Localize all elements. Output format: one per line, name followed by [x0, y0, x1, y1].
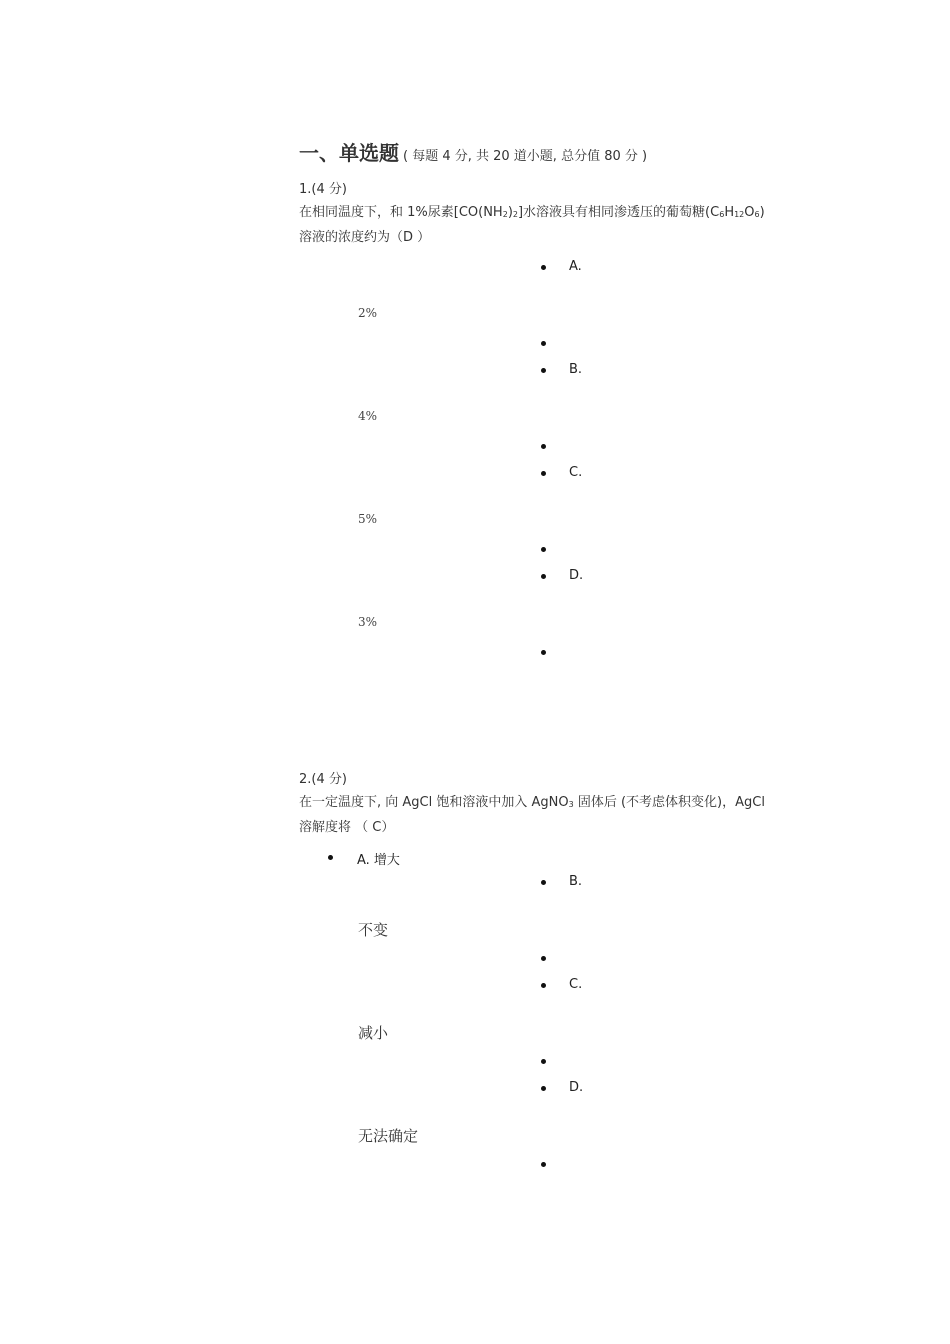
question-2-text-line-2: 溶解度将 （ C）: [299, 820, 395, 835]
section-note: ( 每题 4 分, 共 20 道小题, 总分值 80 分 ): [403, 149, 648, 164]
q1-option-a-value: 2%: [358, 306, 378, 320]
q2-option-a[interactable]: A. 增大: [357, 853, 400, 868]
bullet-icon: [541, 444, 546, 449]
question-2-header: 2.(4 分): [299, 772, 347, 787]
q2-option-d-letter[interactable]: D.: [569, 1080, 584, 1095]
bullet-icon: [541, 574, 546, 579]
bullet-icon: [541, 368, 546, 373]
bullet-icon: [541, 471, 546, 476]
section-title: [299, 137, 647, 166]
q1-option-d-letter[interactable]: D.: [569, 568, 584, 583]
bullet-icon: [541, 983, 546, 988]
bullet-icon: [541, 341, 546, 346]
bullet-icon: [328, 855, 333, 860]
q1-option-b-value: 4%: [358, 409, 378, 423]
question-1-text-line-1: 在相同温度下，和 1%尿素$[CO(NH_2)_2]$水溶液具有相同渗透压的葡萄糖$(C_6H_{12}O_6)$: [299, 205, 765, 220]
bullet-icon: [541, 650, 546, 655]
q1-option-a-letter[interactable]: A.: [569, 259, 582, 274]
question-1-text-line-2: 溶液的浓度约为（D ）: [299, 230, 431, 245]
q2-option-b-letter[interactable]: B.: [569, 874, 583, 889]
bullet-icon: [541, 1162, 546, 1167]
q1-option-d-value: 3%: [358, 615, 378, 629]
bullet-icon: [541, 1086, 546, 1091]
bullet-icon: [541, 956, 546, 961]
q2-option-c-value: 减小: [358, 1024, 389, 1042]
section-title-text: 一、单选题: [299, 141, 399, 165]
q1-option-b-letter[interactable]: B.: [569, 362, 583, 377]
bullet-icon: [541, 547, 546, 552]
question-1-header: 1.(4 分): [299, 182, 347, 197]
q2-option-d-value: 无法确定: [358, 1127, 419, 1145]
q2-option-c-letter[interactable]: C.: [569, 977, 583, 992]
bullet-icon: [541, 265, 546, 270]
q2-option-b-value: 不变: [358, 921, 389, 939]
bullet-icon: [541, 1059, 546, 1064]
question-2-text-line-1: 在一定温度下, 向 AgCl 饱和溶液中加入 AgNO$_3$ 固体后 (不考虑体积变化)，AgCl: [299, 795, 765, 810]
q1-option-c-value: 5%: [358, 512, 378, 526]
bullet-icon: [541, 880, 546, 885]
q1-option-c-letter[interactable]: C.: [569, 465, 583, 480]
